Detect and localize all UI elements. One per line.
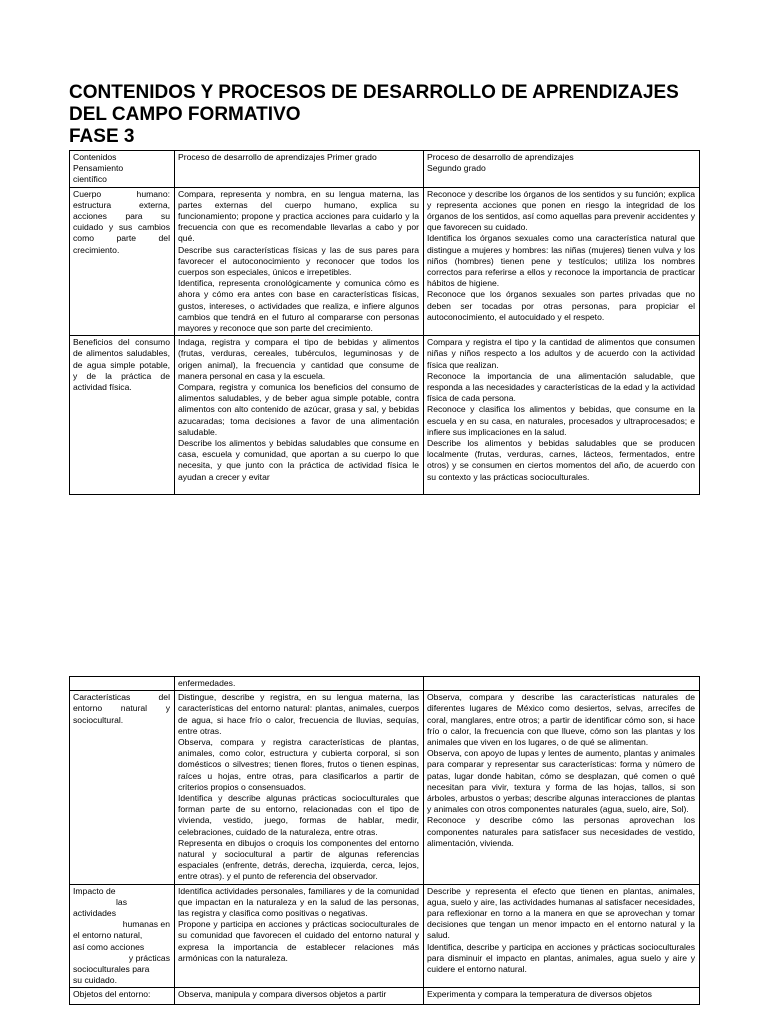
- header-first-grade: Proceso de desarrollo de aprendizajes Primer grado: [175, 151, 424, 188]
- first-grade-cell: Indaga, registra y compara el tipo de bebidas y alimentos (frutas, verduras, cereales, tubérculos, leguminosas y de origen animal), la frecuencia y cantidad que consume de manera personal en casa y la escuela. Compara, registra y comunica los beneficios del consumo de alimentos saludables, y de beber agua simple potable, contra alimentos con alto contenido de azúcar, grasa y sal, y bebidas azucaradas; toma decisiones a favor de una alimentación saludable. Describe los alimentos y bebidas saludables que consume en casa, escuela y comunidad, que aportan a su cuerpo lo que necesita, y que junto con la práctica de actividad física le ayudan a crecer y evitar: [175, 336, 424, 495]
- table-row: [70, 884, 700, 988]
- second-grade-cell: Observa, compara y describe las características naturales de diferentes lugares de México como desiertos, selvas, arrecifes de coral, manglares, entre otros; a partir de identificar cómo son, si hace frío o calor, la frecuencia con que llueve, cómo son las plantas y los animales que viven en los lugares, o de qué se alimentan. Observa, con apoyo de lupas y lentes de aumento, plantas y animales para comparar y representar sus características: forma y número de patas, lugar donde habitan, cómo se desplazan, qué comen o qué necesitan para vivir, textura y forma de las hojas, tallos, si son árboles, arbustos o yerbas; describe algunas interacciones de plantas y animales con otros componentes naturales (agua, suelo, aire, Sol). Reconoce y describe cómo las personas aprovechan los componentes naturales para satisfacer sus necesidades de vestido, alimentación, vivienda.: [424, 691, 700, 884]
- second-grade-cell: [424, 677, 700, 691]
- content-cell: Cuerpo humano: estructura externa, acciones para su cuidado y sus cambios como parte del crecimiento.: [70, 187, 175, 336]
- document-title: [69, 82, 709, 148]
- title-line-3: FASE 3: [69, 126, 135, 147]
- first-grade-cell: Distingue, describe y registra, en su lengua materna, las características del entorno natural: plantas, animales, cuerpos de agua, si hace frío o calor, frecuencia de lluvias, sequías, entre otras. Observa, compara y registra características de plantas, animales, como color, estructura y cubierta corporal, si son domésticos o silvestres; tienen flores, frutos o tienen espinas, raíces u hojas, entre otras, para clasificarlos a partir de criterios propios o consensuados. Identifica y describe algunas prácticas socioculturales que forman parte de su entorno, relacionadas con el tipo de vivienda, vestido, juego, formas de hablar, medir, celebraciones, cuidado de la naturaleza, entre otras. Representa en dibujos o croquis los componentes del entorno natural y sociocultural a partir de algunas referencias espaciales (enfrente, detrás, derecha, izquierda, cerca, lejos, entre otras). y el punto de referencia del observador.: [175, 691, 424, 884]
- table-row: [70, 677, 700, 691]
- content-table-page-1: [69, 150, 700, 495]
- table-row: [70, 336, 700, 495]
- content-cell: [70, 677, 175, 691]
- content-cell: Beneficios del consumo de alimentos saludables, de agua simple potable, y de la práctica de actividad física.: [70, 336, 175, 495]
- title-line-2: DEL CAMPO FORMATIVO: [69, 104, 301, 125]
- table-header-row: [70, 151, 700, 188]
- title-line-1: CONTENIDOS Y PROCESOS DE DESARROLLO DE APRENDIZAJES: [69, 82, 679, 103]
- document-page-2: [0, 676, 768, 1024]
- content-cell: Características del entorno natural y sociocultural.: [70, 691, 175, 884]
- second-grade-cell: Reconoce y describe los órganos de los sentidos y su función; explica y representa acciones que ponen en riesgo la integridad de los órganos de los sentidos, así como aquellas para prevenir accidentes y que favorecen su cuidado. Identifica los órganos sexuales como una característica natural que distingue a mujeres y hombres: las niñas (mujeres) tienen vulva y los niños (hombres) tienen pene y testículos; utiliza los nombres correctos para referirse a ellos y reconoce la importancia de practicar hábitos de higiene. Reconoce que los órganos sexuales son partes privadas que no deben ser tocadas por otras personas, para propiciar el autoconocimiento, el autocuidado y el respeto.: [424, 187, 700, 336]
- table-row: [70, 691, 700, 884]
- first-grade-cell: Compara, representa y nombra, en su lengua materna, las partes externas del cuerpo humano, explica su funcionamiento; propone y practica acciones para cuidarlo y la frecuencia con que es recomendable llevarlas a cabo y por qué. Describe sus características físicas y las de sus pares para favorecer el autoconocimiento y reconocer que todos los cuerpos son especiales, únicos e irrepetibles. Identifica, representa cronológicamente y comunica cómo es ahora y cómo era antes con base en características físicas, gustos, intereses, o actividades que realiza, e infiere algunos cambios que tendrá en el futuro al compararse con personas mayores y reconoce que son parte del crecimiento.: [175, 187, 424, 336]
- content-cell: Impacto de las actividades humanas en el entorno natural, así como acciones y prácticas socioculturales para su cuidado.: [70, 884, 175, 988]
- header-second-grade: Proceso de desarrollo de aprendizajes Segundo grado: [424, 151, 700, 188]
- content-cell: Objetos del entorno:: [70, 988, 175, 1005]
- content-table-page-2: [69, 676, 700, 1005]
- table-row: [70, 187, 700, 336]
- first-grade-cell: Observa, manipula y compara diversos objetos a partir: [175, 988, 424, 1005]
- first-grade-cell: Identifica actividades personales, familiares y de la comunidad que impactan en la naturaleza y en la salud de las personas, las registra y clasifica como positivas o negativas. Propone y participa en acciones y prácticas socioculturales de su comunidad que favorecen el cuidado del entorno natural y expresa la importancia de establecer relaciones más armónicas con la naturaleza.: [175, 884, 424, 988]
- header-contents: Contenidos Pensamiento científico: [70, 151, 175, 188]
- second-grade-cell: Describe y representa el efecto que tienen en plantas, animales, agua, suelo y aire, las actividades humanas al satisfacer necesidades, para reflexionar en torno a la manera en que se aprovechan y tomar decisiones que tengan un menor impacto en el entorno natural y la salud. Identifica, describe y participa en acciones y prácticas socioculturales para disminuir el impacto en plantas, animales, agua suelo y aire y cuidere el entorno natural.: [424, 884, 700, 988]
- first-grade-cell: enfermedades.: [175, 677, 424, 691]
- table-row: [70, 988, 700, 1005]
- second-grade-cell: Experimenta y compara la temperatura de diversos objetos: [424, 988, 700, 1005]
- second-grade-cell: Compara y registra el tipo y la cantidad de alimentos que consumen niñas y niños respecto a los adultos y de acuerdo con la actividad física que realizan. Reconoce la importancia de una alimentación saludable, que responda a las necesidades y características de la edad y la actividad física de cada persona. Reconoce y clasifica los alimentos y bebidas, que consume en la escuela y en su casa, en naturales, procesados y ultraprocesados; e infiere sus implicaciones en la salud. Describe los alimentos y bebidas saludables que se producen localmente (frutas, verduras, carnes, lácteos, fermentados, entre otros) y se consumen en ciertos momentos del año, de acuerdo con su contexto y las prácticas socioculturales.: [424, 336, 700, 495]
